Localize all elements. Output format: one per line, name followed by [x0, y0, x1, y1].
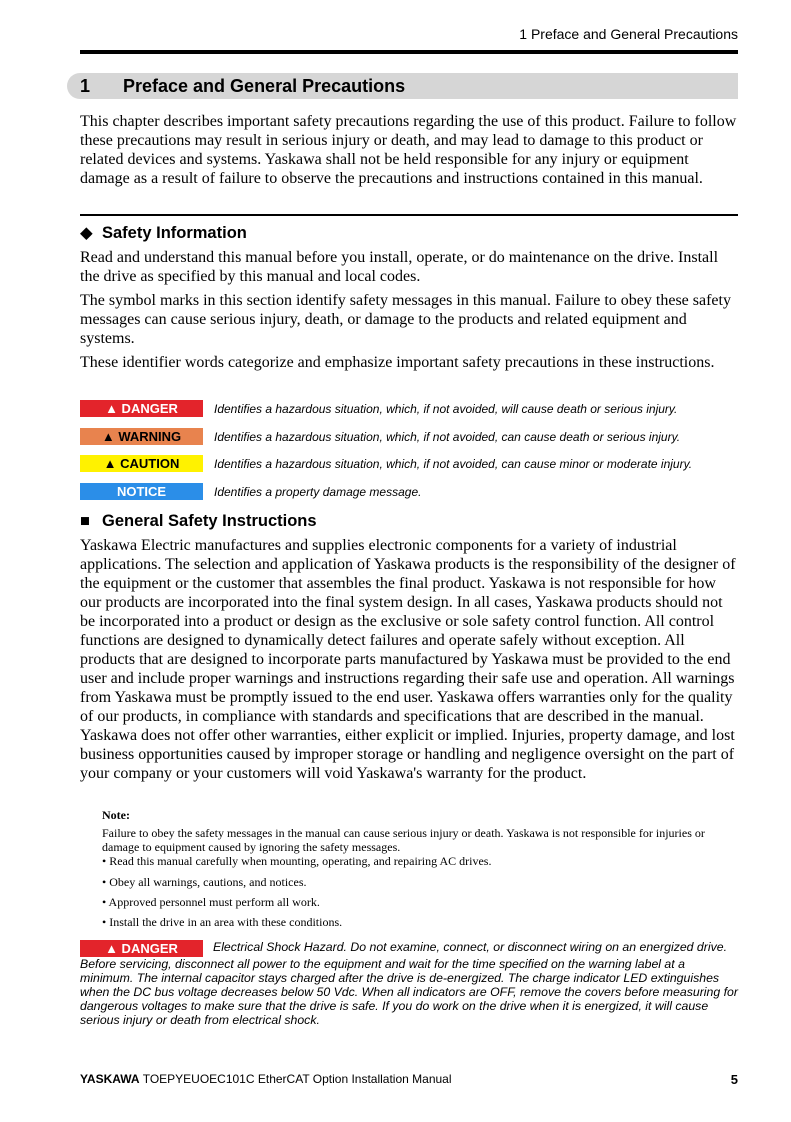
caution-description: Identifies a hazardous situation, which, if not avoided, can cause minor or moderate injury.	[214, 457, 693, 471]
notice-description: Identifies a property damage message.	[214, 485, 422, 499]
running-header: 1 Preface and General Precautions	[519, 26, 738, 42]
intro-paragraph: This chapter describes important safety precautions regarding the use of this product. Failure to follow these precautions may result in serious injury or death, and may lead to damage to this product or related devices and systems. Yaskawa shall not be held responsible for any injury or equipment damage as a result of failure to observe the precautions and instructions contained in this manual.	[80, 113, 737, 187]
safety-information-title: Safety Information	[102, 224, 247, 242]
safety-paragraph-3: These identifier words categorize and emphasize important safety precautions in these instructions.	[80, 354, 715, 371]
general-safety-heading	[80, 512, 317, 531]
danger-message-text: Electrical Shock Hazard. Do not examine, connect, or disconnect wiring on an energized drive. Before servicing, disconnect all power to the equipment and wait for the time specified on the warning label at a minimum. The internal capacitor stays charged after the drive is de-energized. The charge indicator LED extinguishes when the DC bus voltage decreases below 50 Vdc. When all indicators are OFF, remove the covers before measuring for dangerous voltages to make sure that the drive is safe. If you do work on the drive when it is energized, it will cause serious injury or death from electrical shock.	[80, 940, 738, 1027]
section-rule	[80, 214, 738, 216]
safety-paragraph-2: The symbol marks in this section identify safety messages in this manual. Failure to obey these safety messages can cause serious injury, death, or damage to the products and related equipment and systems.	[80, 292, 731, 347]
caution-label: ▲ CAUTION	[80, 455, 203, 472]
footer-brand: YASKAWA	[80, 1072, 140, 1086]
chapter-title: Preface and General Precautions	[123, 76, 406, 96]
warning-label: ▲ WARNING	[80, 428, 203, 445]
square-bullet-icon: ■	[80, 512, 90, 530]
note-bullet: • Install the drive in an area with these conditions.	[102, 915, 343, 929]
danger-description: Identifies a hazardous situation, which, if not avoided, will cause death or serious injury.	[214, 402, 678, 416]
note-bullet: • Obey all warnings, cautions, and notices.	[102, 875, 307, 889]
footer	[80, 1072, 452, 1086]
page-number: 5	[730, 1072, 738, 1087]
note-text: Failure to obey the safety messages in the manual can cause serious injury or death. Yaskawa is not responsible for injuries or damage to equipment caused by ignoring the safety messages.	[102, 826, 705, 854]
danger-label: ▲ DANGER	[80, 400, 203, 417]
safety-information-heading	[80, 223, 247, 243]
note-bullet: • Read this manual carefully when mounting, operating, and repairing AC drives.	[102, 854, 492, 868]
note-bullet: • Approved personnel must perform all work.	[102, 895, 320, 909]
general-safety-title: General Safety Instructions	[102, 512, 317, 530]
warning-description: Identifies a hazardous situation, which, if not avoided, can cause death or serious injury.	[214, 430, 681, 444]
header-rule	[80, 50, 738, 54]
general-safety-paragraph: Yaskawa Electric manufactures and supplies electronic components for a variety of industrial applications. The selection and application of Yaskawa products is the responsibility of the designer of the equipment or the customer that assembles the final product. Yaskawa is not responsible for how our products are incorporated into the final system design. In all cases, Yaskawa products should not be incorporated into a product or design as the exclusive or sole safety control function. All control functions are designed to dynamically detect failures and operate safely without exception. All products that are designed to incorporate parts manufactured by Yaskawa must be provided to the end user and include proper warnings and instructions regarding their safe use and operation. All warnings from Yaskawa must be promptly issued to the end user. Yaskawa offers warranties only for the quality of our products, in compliance with standards and specifications that are described in the manual. Yaskawa does not offer other warranties, either explicit or implied. Injuries, property damage, and lost business opportunities caused by improper storage or handling and negligence oversight on the part of your company or your customers will void Yaskawa's warranty for the product.	[80, 537, 736, 782]
electrical-shock-danger-message	[80, 940, 738, 1027]
notice-label: NOTICE	[80, 483, 203, 500]
danger-label-2: ▲ DANGER	[80, 940, 203, 957]
footer-manual-title: TOEPYEUOEC101C EtherCAT Option Installation Manual	[142, 1072, 452, 1086]
chapter-number: 1	[80, 76, 91, 96]
safety-paragraph-1: Read and understand this manual before you install, operate, or do maintenance on the drive. Install the drive as specified by this manual and local codes.	[80, 249, 719, 285]
note-title: Note:	[102, 808, 130, 822]
diamond-bullet-icon: ◆	[80, 224, 93, 242]
